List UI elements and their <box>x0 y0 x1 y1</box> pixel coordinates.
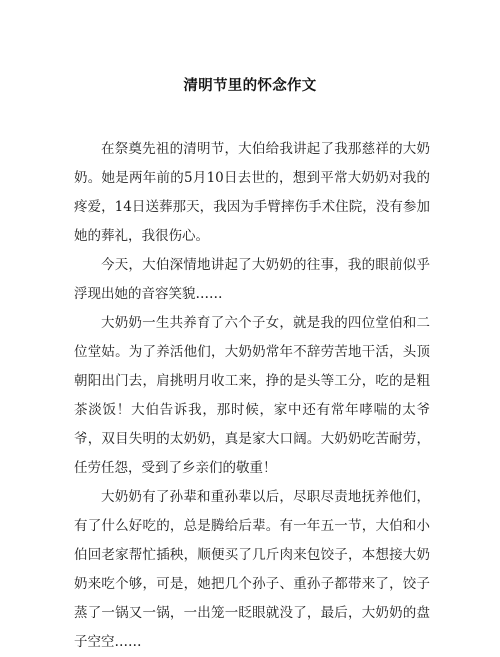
paragraph-4: 大奶奶有了孙辈和重孙辈以后，尽职尽责地抚养他们，有了什么好吃的，总是腾给后辈。有一年五一节，大伯和小伯回老家帮忙插秧，顺便买了几斤肉来包饺子，本想接大奶奶来吃个够，可是，她把几个孙子、重孙子都带来了，饺子蒸了一锅又一锅，一出笼一眨眼就没了，最后，大奶奶的盘子空空…… <box>74 489 430 650</box>
document-body <box>74 135 430 657</box>
paragraph-3: 大奶奶一生共养育了六个子女，就是我的四位堂伯和二位堂姑。为了养活他们，大奶奶常年不辞劳苦地干活，头顶朝阳出门去，肩挑明月收工来，挣的是头等工分，吃的是粗茶淡饭！大伯告诉我，那时候，家中还有常年哮喘的太爷爷，双目失明的太奶奶，真是家大口阔。大奶奶吃苦耐劳，任劳任怨，受到了乡亲们的敬重！ <box>74 315 430 476</box>
paragraph-2: 今天，大伯深情地讲起了大奶奶的往事，我的眼前似乎浮现出她的音容笑貌…… <box>74 257 430 302</box>
document-title: 清明节里的怀念作文 <box>183 78 317 94</box>
paragraph-1: 在祭奠先祖的清明节，大伯给我讲起了我那慈祥的大奶奶。她是两年前的5月10日去世的，想到平常大奶奶对我的疼爱，14日送葬那天，我因为手臂摔伤手术住院，没有参加她的葬礼，我很伤心。 <box>74 141 430 244</box>
